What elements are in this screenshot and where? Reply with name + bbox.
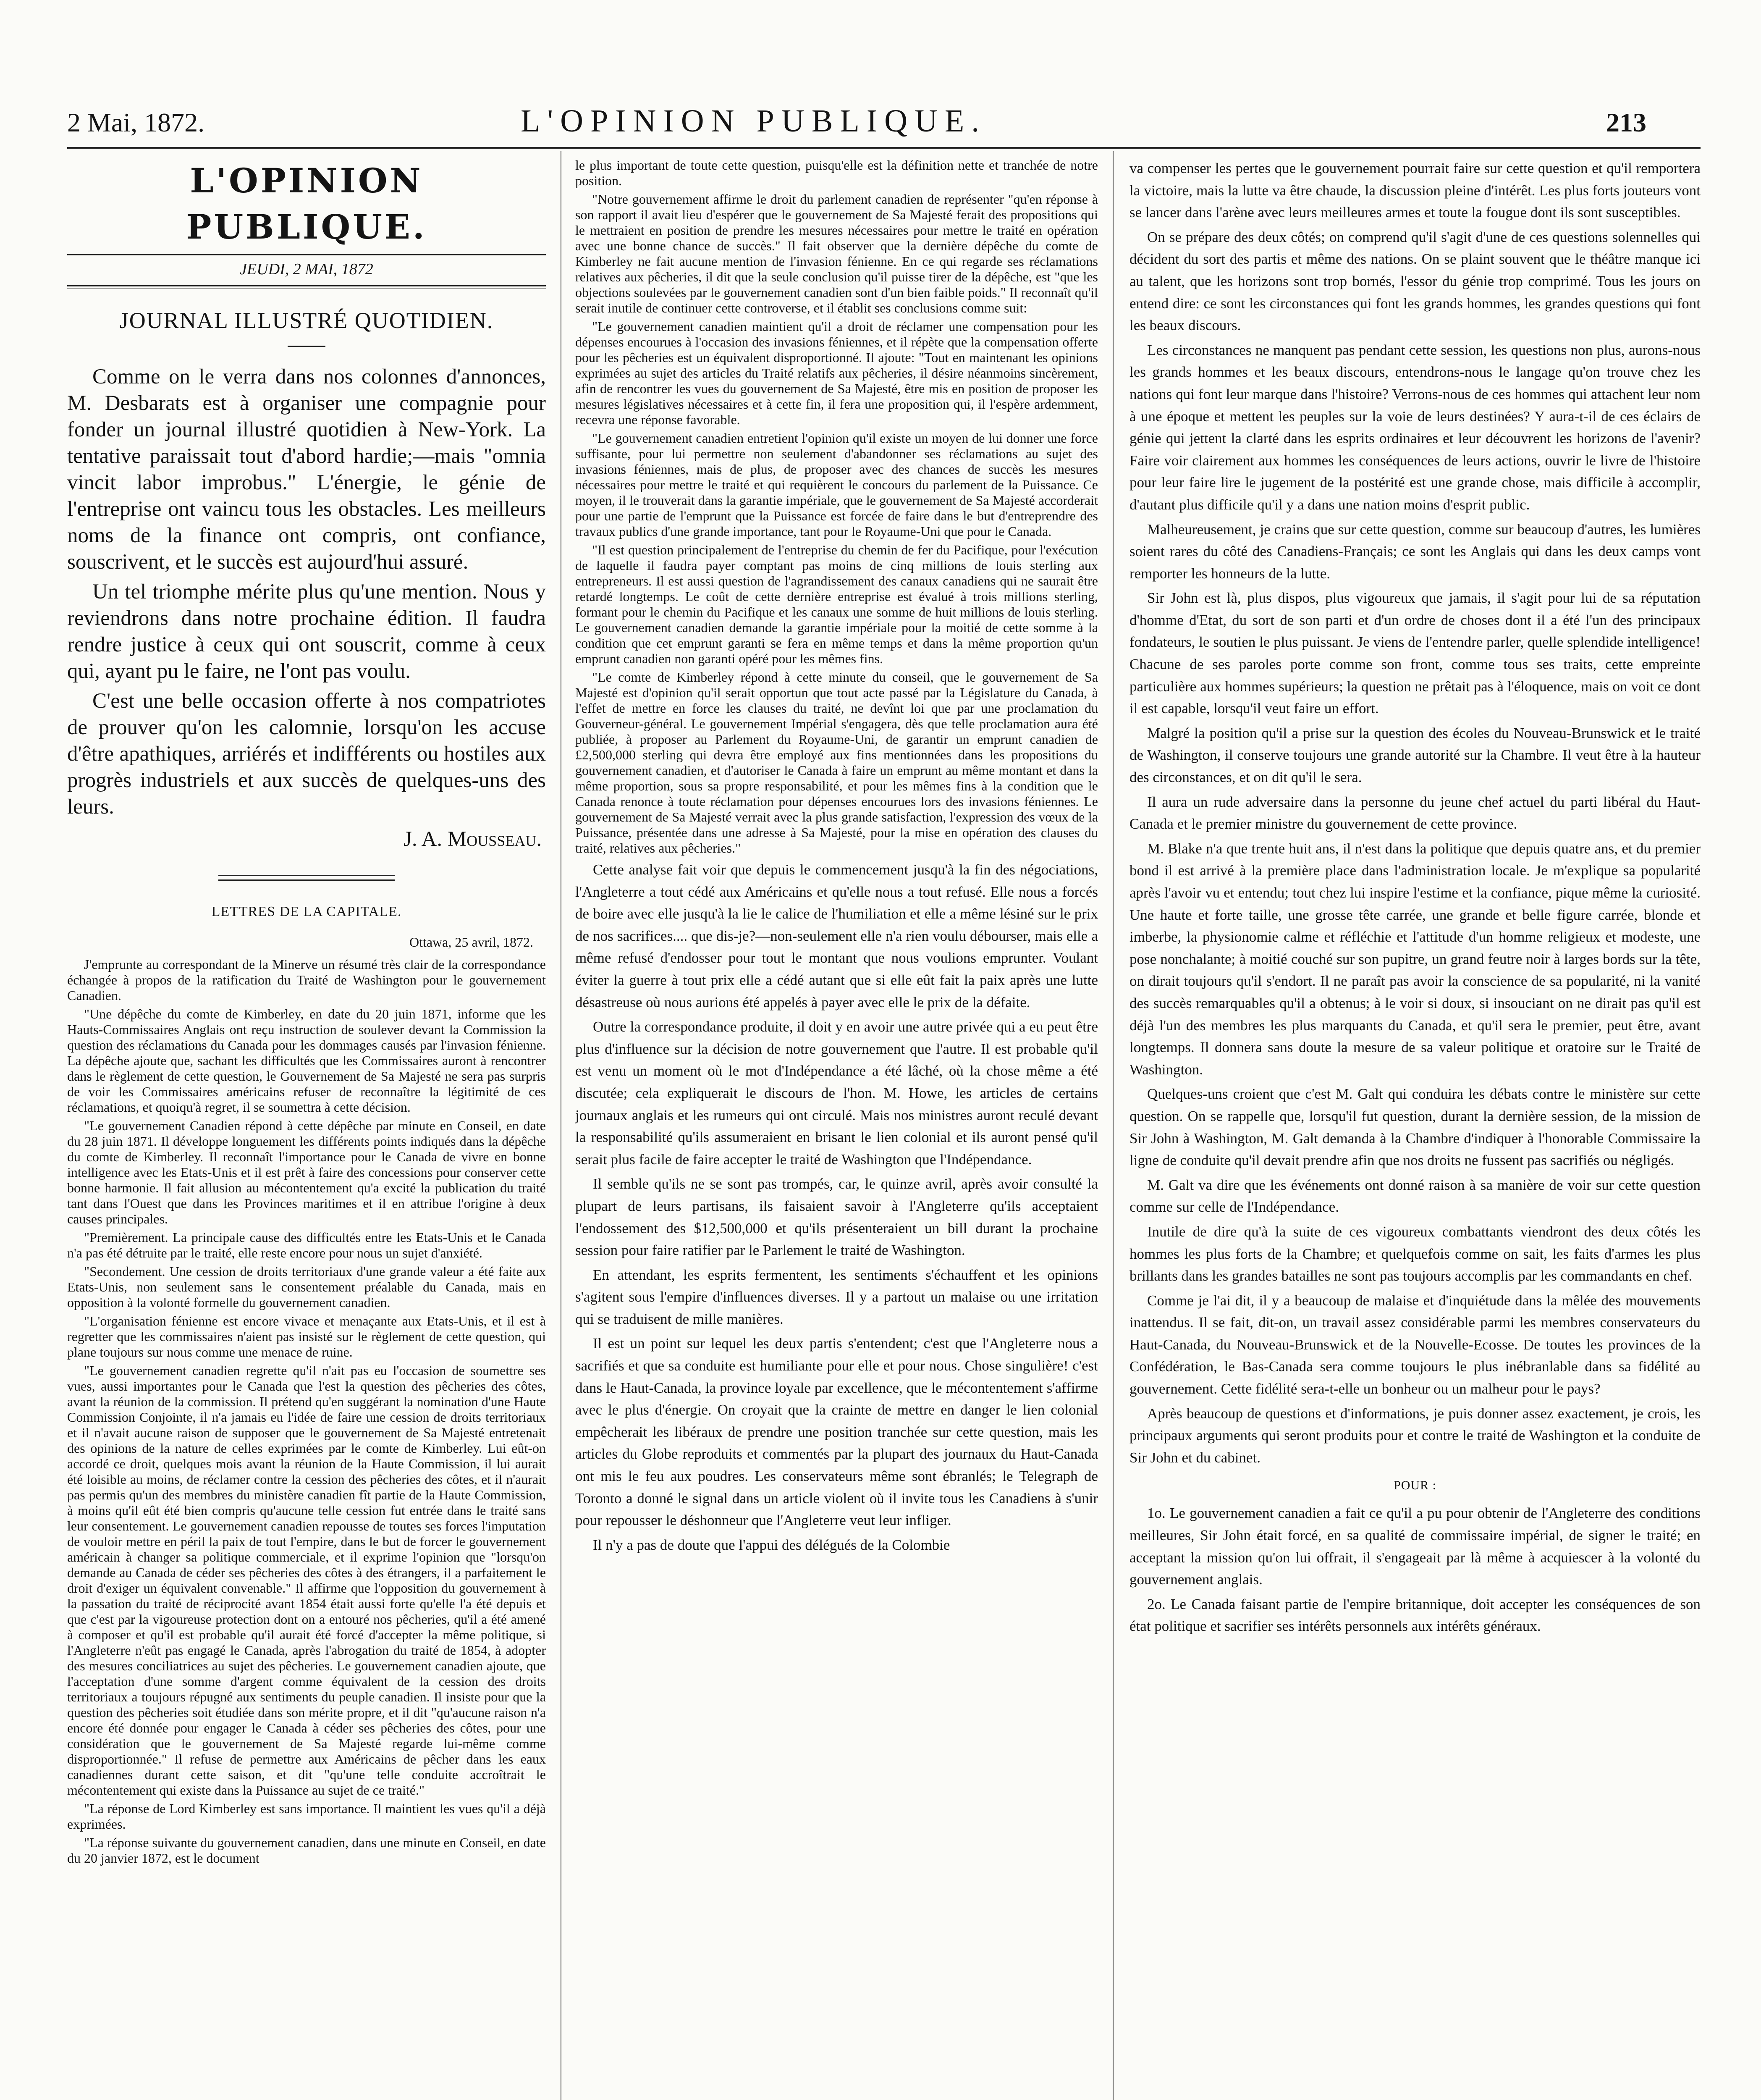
article-paragraph: Les circonstances ne manquent pas pendant cette session, les questions non plus, aurons-nous les grands hommes et les beaux discours, entendrons-nous le langage qu'on trouve chez les nations qui font leur marque dans l'histoire? Verrons-nous de ces hommes qui attachent leur nom à une époque et mettent les peuples sur la voie de leurs destinées? Y aura-t-il de ces éclairs de génie qui jettent la clarté dans les esprits ordinaires et leur découvrent les horizons de l'avenir? Faire voir clairement aux hommes les conséquences de leurs actions, ouvrir le livre de l'histoire pour leur faire lire le jugement de la postérité est une grande chose, mais difficile à accomplir, d'autant plus difficile qu'il y a dans une nation moins d'esprit public. [1129,341,1701,513]
header-rule [67,147,1701,149]
column-3 [1129,158,1701,2100]
article-paragraph: On se prépare des deux côtés; on comprend qu'il s'agit d'une de ces questions solennelles qui décident du sort des partis et même des nations. On se plaint souvent que le théâtre manque ici au talent, que les horizons sont trop bornés, l'essor du génie trop comprimé. Tous les jours on entend dire: ce sont les circonstances qui font les grands hommes, les grandes questions qui font les beaux discours. [1129,228,1701,334]
letter-paragraph: "L'organisation fénienne est encore vivace et menaçante aux Etats-Unis, et il est à regretter que les commissaires n'aient pas insisté sur le règlement de cette question, qui plane toujours sur nous comme une menace de ruine. [67,1313,546,1360]
article-paragraph: Comme je l'ai dit, il y a beaucoup de malaise et d'inquiétude dans la mêlée des mouvements inattendus. Il se fait, dit-on, un travail assez considérable parmi les membres conservateurs du Haut-Canada, du Nouveau-Brunswick et de la Nouvelle-Ecosse. De toutes les provinces de la Confédération, le Bas-Canada sera comme toujours le plus inébranlable dans sa fidélité au gouvernement. Cette fidélité sera-t-elle un bonheur ou un malheur pour le pays? [1129,1292,1701,1397]
letter-paragraph: "Secondement. Une cession de droits territoriaux d'une grande valeur a été faite aux Etats-Unis, non seulement sans le consentement préalable du Canada, mais en opposition à la volonté formelle du gouvernement canadien. [67,1264,546,1310]
pour-item: 1o. Le gouvernement canadien a fait ce qu'il a pu pour obtenir de l'Angleterre des conditions meilleures, Sir John était forcé, en sa qualité de commissaire impérial, de signer le traité; en acceptant la mission qu'on lui offrait, il s'engageait par là même à acquiescer à la volonté du gouvernement anglais. [1129,1505,1701,1588]
article-paragraph: M. Blake n'a que trente huit ans, il n'est dans la politique que depuis quatre ans, et du premier bond il est arrivé à la première place dans l'administration locale. Je m'explique sa popularité après l'avoir vu et entendu; tout chez lui inspire l'estime et la confiance, pique même la curiosité. Une haute et forte taille, une grosse tête carrée, une grande et belle figure carrée, blonde et imberbe, la physionomie calme et réfléchie et l'attitude d'un homme religieux et modeste, une pose nonchalante; à moitié couché sur son pupitre, un grand feutre noir à larges bords sur la tête, on dirait toujours qu'il s'endort. Il ne paraît pas avoir la conscience de sa popularité, ni la vanité des succès remarquables qu'il a obtenus; à le voir si doux, si insouciant on ne dirait pas qu'il est déjà l'un des membres les plus marquants du Canada, et qu'il sera le premier, peut être, avant longtemps. Il donnera sans doute la mesure de sa valeur politique et oratoire sur le Traité de Washington. [1129,840,1701,1078]
article-paragraph: Il aura un rude adversaire dans la personne du jeune chef actuel du parti libéral du Haut-Canada et le premier ministre du gouvernement de cette province. [1129,793,1701,832]
pour-item: 2o. Le Canada faisant partie de l'empire britannique, doit accepter les conséquences de son état politique et sacrifier ses intérêts personnels aux intérêts généraux. [1129,1596,1701,1635]
page-number: 213 [1606,108,1646,137]
article-paragraph: Quelques-uns croient que c'est M. Galt qui conduira les débats contre le ministère sur cette question. On se rappelle que, lorsqu'il fut question, durant la dernière session, de la mission de Sir John à Washington, M. Galt demanda à la Chambre d'indiquer à l'honorable Commissaire la ligne de conduite qu'il devait prendre afin que nos droits ne fussent pas sacrifiés ou négligés. [1129,1086,1701,1169]
pour-heading: POUR : [1394,1478,1436,1493]
issue-date-rule [67,285,546,286]
letter-paragraph: "Premièrement. La principale cause des difficultés entre les Etats-Unis et le Canada n'a pas été détruite par le traité, elle reste encore pour nous un sujet d'anxiété. [67,1230,546,1260]
editorial-paragraph: Un tel triomphe mérite plus qu'une mention. Nous y reviendrons dans notre prochaine édition. Il faudra rendre justice à ceux qui ont souscrit, comme à ceux qui, ayant pu le faire, ne l'ont pas voulu. [67,580,546,683]
letter-paragraph: J'emprunte au correspondant de la Minerve un résumé très clair de la correspondance échangée à propos de la ratification du Traité de Washington pour le gouvernement Canadien. [67,957,546,1003]
masthead-rule [67,254,546,255]
letter-paragraph: "La réponse suivante du gouvernement canadien, dans une minute en Conseil, en date du 20 janvier 1872, est le document [67,1835,546,1866]
header-title: L'OPINION PUBLIQUE. [521,103,987,139]
article-paragraph: "Le gouvernement canadien entretient l'opinion qu'il existe un moyen de lui donner une force suffisante, pour lui permettre non seulement d'abandonner ses réclamations au sujet des invasions féniennes, mais de plus, de proposer avec des chances de succès les mesures nécessaires pour mettre le traité et qui requièrent le concours du parlement de la Puissance. Ce moyen, il le trouverait dans la garantie impériale, que le gouvernement de Sa Majesté accorderait pour une partie de l'emprunt que la Puissance est forcée de faire dans le but d'entreprendre des travaux publics d'une grande importance, tant pour le Royaume-Uni que pour le Canada. [575,430,1098,539]
masthead: L'OPINION PUBLIQUE. [186,161,427,247]
article-paragraph: Après beaucoup de questions et d'informations, je puis donner assez exactement, je crois, les principaux arguments qui seront produits pour et contre le traité de Washington et la conduite de Sir John et du cabinet. [1129,1405,1701,1466]
article-paragraph: "Notre gouvernement affirme le droit du parlement canadien de représenter "qu'en réponse à son rapport il avait lieu d'espérer que le gouvernement de Sa Majesté ferait des propositions qui le mettraient en position de prendre les mesures nécessaires pour mettre le traité en opération avec une bonne chance de succès." Il fait observer que la dernière dépêche du comte de Kimberley ne fait aucune mention de l'invasion fénienne. En ce qui regarde ses réclamations relatives aux pêcheries, il dit que la seule conclusion qu'il puisse tirer de la dépêche, est "que les objections soulevées par le gouvernement canadien sont d'un bien faible poids." Il reconnaît qu'il serait inutile de continuer cette controverse, et il établit ses conclusions comme suit: [575,192,1098,315]
journal-subtitle: JOURNAL ILLUSTRÉ QUOTIDIEN. [119,308,494,333]
article-paragraph: le plus important de toute cette question, puisqu'elle est la définition nette et tranchée de notre position. [575,158,1098,188]
page-header [0,0,1761,168]
letter-paragraph: "La réponse de Lord Kimberley est sans importance. Il maintient les vues qu'il a déjà exprimées. [67,1801,546,1832]
column-divider-2 [1113,151,1114,2100]
editorial-signature: J. A. Mousseau. [404,827,542,851]
column-1 [67,158,546,2100]
article-paragraph: "Il est question principalement de l'entreprise du chemin de fer du Pacifique, pour l'exécution de laquelle il faudra payer comptant pas moins de cinq millions de louis sterling aux entrepreneurs. Il est aussi question de l'agrandissement des canaux canadiens qui ne saurait être retardé longtemps. Le coût de cette dernière entreprise est évalué à trois millions sterling, formant pour le chemin du Pacifique et les canaux une somme de huit millions de louis sterling. Le gouvernement canadien demande la garantie impériale pour la moitié de cette somme à la condition que cet emprunt garanti se fera en même temps et dans la même proportion qu'un emprunt canadien non garanti opéré pour les mêmes fins. [575,542,1098,666]
article-paragraph: En attendant, les esprits fermentent, les sentiments s'échauffent et les opinions s'agitent sous l'empire d'influences diverses. Il y a partout un malaise ou une irritation qui se traduisent de mille manières. [575,1266,1098,1327]
article-paragraph: Malgré la position qu'il a prise sur la question des écoles du Nouveau-Brunswick et le traité de Washington, il conserve toujours une grande autorité sur la Chambre. Il veut être à la hauteur des circonstances, et on dit qu'il le sera. [1129,724,1701,786]
article-paragraph: Il est un point sur lequel les deux partis s'entendent; c'est que l'Angleterre nous a sacrifiés et que sa conduite est humiliante pour elle et pour nous. Chose singulière! c'est dans le Haut-Canada, la province loyale par excellence, que le mécontentement s'affirme avec le plus d'énergie. On croyait que la crainte de mettre en danger le lien colonial empêcherait les libéraux de prendre une position tranchée sur cette question, mais les articles du Globe reproduits et commentés par la plupart des journaux du Haut-Canada ont mis le feu aux poudres. Les conservateurs même sont ébranlés; le Telegraph de Toronto a donné le signal dans un article violent où il invite tous les Canadiens à s'unir pour repousser le déshonneur que l'Angleterre veut leur infliger. [575,1335,1098,1529]
article-paragraph: Sir John est là, plus dispos, plus vigoureux que jamais, il s'agit pour lui de sa réputation d'homme d'Etat, du sort de son parti et d'un ordre de choses dont il a été l'un des principaux fondateurs, le soutien le plus puissant. Je viens de l'entendre parler, quelle splendide intelligence! Chacune de ses paroles porte comme son front, comme tous ses traits, cette empreinte particulière aux hommes supérieurs; la question ne prêtait pas à l'éloquence, mais on voit ce dont il est capable, lorsqu'il veut faire un effort. [1129,590,1701,717]
letters-heading: LETTRES DE LA CAPITALE. [211,904,402,919]
article-paragraph: Malheureusement, je crains que sur cette question, comme sur beaucoup d'autres, les lumières soient rares du côté des Canadiens-Français; ce sont les Anglais qui dans les deux camps vont remporter les honneurs de la lutte. [1129,521,1701,582]
short-rule [288,346,325,347]
letter-paragraph: "Le gouvernement canadien regrette qu'il n'ait pas eu l'occasion de soumettre ses vues, aussi importantes pour le Canada que l'est la question des pêcheries des côtes, avant la réunion de la commission. Il prétend qu'en suggérant la nomination d'une Haute Commission Conjointe, il n'a jamais eu l'idée de faire une cession de droits territoriaux et il n'avait aucune raison de supposer que le gouvernement de Sa Majesté entretenait des opinions de la nature de celles exprimées par le comte de Kimberley. Lui eût-on accordé ce droit, quelques mois avant la réunion de la Haute Commission, il lui aurait été loisible au moins, de réclamer contre la cession des pêcheries des côtes, et il n'aurait pas permis qu'un des membres du ministère canadien fît partie de la Haute Commission, à moins qu'il eût été bien compris qu'aucune telle cession fut entrée dans le traité sans leur consentement. Le gouvernement canadien repousse de toutes ses forces l'imputation de vouloir mettre en péril la paix de tout l'empire, dans le but de forcer le gouvernement américain à changer sa politique commerciale, et il exprime l'opinion que "lorsqu'on demande au Canada de céder ses pêcheries des côtes à des étrangers, il a parfaitement le droit d'exiger un équivalent convenable." Il affirme que l'opposition du gouvernement à la passation du traité de réciprocité avant 1854 était aussi forte qu'elle l'a été depuis et que c'est par la vigoureuse protection dont on a entouré nos pêcheries, qu'il a été amené à composer et qu'il est probable qu'il aurait été forcé d'accepter la même politique, si l'Angleterre n'eût pas engagé le Canada, après l'abrogation du traité de 1854, à adopter des mesures conciliatrices au sujet des pêcheries. Le gouvernement canadien ajoute, que l'acceptation d'une somme d'argent comme équivalent de la cession des droits territoriaux a toujours répugné aux sentiments du peuple canadien. Il insiste pour que la question des pêcheries soit étudiée dans son mérite propre, et il dit "qu'aucune raison n'a encore été donnée pour engager le Canada à céder ses pêcheries des côtes, pour une considération que le gouvernement de Sa Majesté regarde lui-même comme disproportionnée." Il refuse de permettre aux Américains de pêcher dans les eaux canadiennes durant cette saison, et dit "qu'une telle conduite accroîtrait le mécontentement qui existe dans la Puissance au sujet de ce traité." [67,1363,546,1798]
editorial-paragraph: C'est une belle occasion offerte à nos compatriotes de prouver qu'on les calomnie, lorsqu'on les accuse d'être apathiques, arriérés et indifférents ou hostiles aux progrès industriels et aux succès de quelques-uns des leurs. [67,689,546,819]
article-paragraph: va compenser les pertes que le gouvernement pourrait faire sur cette question et qu'il remportera la victoire, mais la lutte va être chaude, la discussion pleine d'intérêt. Les plus forts jouteurs vont se lancer dans l'arène avec leurs meilleures armes et toute la fougue dont ils sont susceptibles. [1129,160,1701,221]
article-paragraph: Inutile de dire qu'à la suite de ces vigoureux combattants viendront des deux côtés les hommes les plus forts de la Chambre; et quelquefois comme on sait, les faits d'armes les plus brillants dans les grandes batailles ne sont pas toujours accomplis par les commandants en chef. [1129,1223,1701,1284]
column-2 [575,158,1098,2100]
header-date: 2 Mai, 1872. [67,108,205,137]
issue-date: JEUDI, 2 MAI, 1872 [240,260,373,278]
editorial-paragraph: Comme on le verra dans nos colonnes d'annonces, M. Desbarats est à organiser une compagnie pour fonder un journal illustré quotidien à New-York. La tentative paraissait tout d'abord hardie;—mais "omnia vincit labor improbus." L'énergie, le génie de l'entreprise ont vaincu tous les obstacles. Les meilleurs noms de la finance ont compris, ont confiance, souscrivent, et le succès est aujourd'hui assuré. [67,365,546,574]
letters-dateline: Ottawa, 25 avril, 1872. [409,934,533,950]
article-paragraph: Cette analyse fait voir que depuis le commencement jusqu'à la fin des négociations, l'Angleterre a tout cédé aux Américains et qu'elle nous a tout refusé. Elle nous a forcés de boire avec elle jusqu'à la lie le calice de l'humiliation et elle a même lésiné sur le prix de nos sacrifices.... que dis-je?—non-seulement elle n'a rien voulu débourser, mais elle a même refusé d'endosser pour tout le montant que nous voulions emprunter. Voulant éviter la guerre à tout prix elle a cédé autant que si elle eût fait la paix après une lutte désastreuse où nous aurions été appelés à payer avec elle le prix de la défaite. [575,861,1098,1011]
article-paragraph: Il n'y a pas de doute que l'appui des délégués de la Colombie [593,1536,950,1553]
article-paragraph: M. Galt va dire que les événements ont donné raison à sa manière de voir sur cette question comme sur celle de l'Indépendance. [1129,1176,1701,1215]
letter-paragraph: "Le gouvernement Canadien répond à cette dépêche par minute en Conseil, en date du 28 juin 1871. Il développe longuement les différents points indiqués dans la dépêche du comte de Kimberley. Il reconnaît l'importance pour le Canada de vivre en bonne intelligence avec les Etats-Unis et il est prêt à faire des concessions pour conserver cette bonne harmonie. Il fait allusion au mécontentement qu'a excité la publication du traité tant dans l'Ouest que dans les Provinces maritimes et il en attribue l'origine à deux causes principales. [67,1118,546,1226]
letter-paragraph: "Une dépêche du comte de Kimberley, en date du 20 juin 1871, informe que les Hauts-Commissaires Anglais ont reçu instruction de soulever devant la Commission la question des réclamations du Canada pour les dommages causés par l'invasion fénienne. La dépêche ajoute que, sachant les difficultés que les Commissaires auront à rencontrer dans le règlement de cette question, le Gouvernement de Sa Majesté ne sera pas surpris de voir les Commissaires américains refuser de reconnaître la légitimité de ces réclamations, et quoiqu'à regret, il se soumettra à cette décision. [67,1006,546,1115]
article-paragraph: "Le gouvernement canadien maintient qu'il a droit de réclamer une compensation pour les dépenses encourues à l'occasion des invasions féniennes, et il répète que la compensation offerte pour les pêcheries est un équivalent disproportionné. Il ajoute: "Tout en maintenant les opinions exprimées au sujet des articles du Traité relatifs aux pêcheries, il désire néanmoins sincèrement, afin de rencontrer les vues du gouvernement de Sa Majesté, être mis en position de proposer les mesures législatives nécessaires et à cette fin, il fera une proposition qui, il l'espère ardemment, recevra une réponse favorable. [575,319,1098,427]
section-double-rule [218,875,395,881]
article-paragraph: Outre la correspondance produite, il doit y en avoir une autre privée qui a eu peut être plus d'influence sur la décision de notre gouvernement que l'autre. Il est probable qu'il est venu un moment où le mot d'Indépendance a été lâché, où la chose même a été discutée; cela expliquerait le discours de l'hon. M. Howe, les articles de certains journaux anglais et les rumeurs qui ont circulé. Mais nos ministres auront reculé devant la responsabilité qu'ils assumeraient en brisant le lien colonial et ils auront pensé qu'il serait plus facile de faire accepter le traité de Washington que l'Indépendance. [575,1018,1098,1168]
article-paragraph: Il semble qu'ils ne se sont pas trompés, car, le quinze avril, après avoir consulté la plupart de leurs partisans, ils faisaient savoir à l'Angleterre qu'ils acceptaient l'endossement des $12,500,000 et qu'ils présenteraient un bill durant la prochaine session pour faire ratifier par le Parlement le traité de Washington. [575,1176,1098,1259]
article-paragraph: "Le comte de Kimberley répond à cette minute du conseil, que le gouvernement de Sa Majesté est d'opinion qu'il serait opportun que tout acte passé par la Législature du Canada, à l'effet de mettre en force les clauses du traité, ne devînt loi que par une proclamation du Gouverneur-général. Le gouvernement Impérial s'engagera, dès que telle proclamation aura été publiée, à proposer au Parlement du Royaume-Uni, de garantir un emprunt canadien de £2,500,000 sterling qui devra être employé aux fins mentionnées dans les propositions du gouvernement canadien, et d'autoriser le Canada à faire un emprunt au même montant et dans la même proportion, sous sa propre responsabilité, et pour les mêmes fins à la condition que le Canada renonce à toute réclamation pour dépenses encourues lors des invasions féniennes. Le gouvernement de Sa Majesté verrait avec la plus grande satisfaction, l'expression des vœux de la Puissance, présentée dans une adresse à Sa Majesté, pour la mise en opération des clauses du traité, relatives aux pêcheries." [575,669,1098,856]
